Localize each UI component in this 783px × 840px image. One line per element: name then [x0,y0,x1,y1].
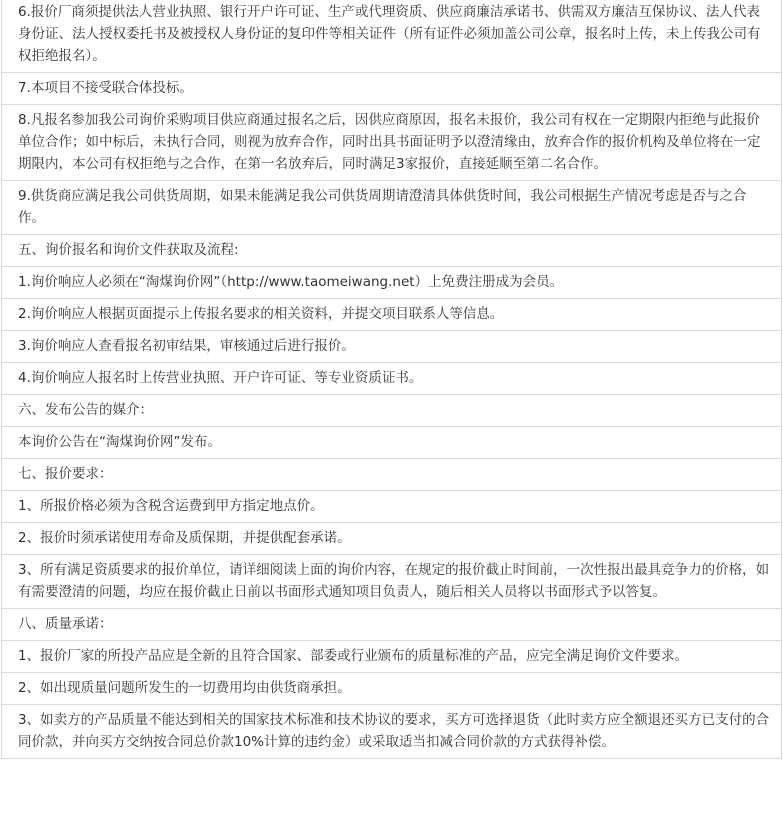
announcement-table [1,0,782,759]
table-row [2,0,782,73]
registration-step-1: 1.询价响应人必须在“淘煤询价网”（http://www.taomeiwang.net）上免费注册成为会员。 [2,267,782,299]
table-row [2,523,782,555]
section-heading-quality: 八、质量承诺： [2,609,782,641]
table-row [2,705,782,759]
registration-step-3: 3.询价响应人查看报名初审结果，审核通过后进行报价。 [2,331,782,363]
requirement-7: 7.本项目不接受联合体投标。 [2,73,782,105]
table-row [2,235,782,267]
requirement-9: 9.供货商应满足我公司供货周期，如果未能满足我公司供货周期请澄清具体供货时间，我公司根据生产情况考虑是否与之合作。 [2,181,782,235]
quality-commitment-3: 3、如卖方的产品质量不能达到相关的国家技术标准和技术协议的要求，买方可选择退货（此时卖方应全额退还买方已支付的合同价款，并向买方交纳按合同总价款10%计算的违约金）或采取适当扣减合同价款的方式获得补偿。 [2,705,782,759]
table-row [2,555,782,609]
table-row [2,427,782,459]
table-row [2,331,782,363]
table-row [2,267,782,299]
table-row [2,609,782,641]
quote-requirement-1: 1、所报价格必须为含税含运费到甲方指定地点价。 [2,491,782,523]
table-row [2,641,782,673]
registration-step-2: 2.询价响应人根据页面提示上传报名要求的相关资料，并提交项目联系人等信息。 [2,299,782,331]
section-heading-registration: 五、询价报名和询价文件获取及流程: [2,235,782,267]
table-row [2,181,782,235]
requirement-6: 6.报价厂商须提供法人营业执照、银行开户许可证、生产或代理资质、供应商廉洁承诺书、供需双方廉洁互保协议、法人代表身份证、法人授权委托书及被授权人身份证的复印件等相关证件（所有证件必须加盖公司公章，报名时上传，未上传我公司有权拒绝报名）。 [2,0,782,73]
table-row [2,73,782,105]
table-row [2,395,782,427]
quote-requirement-2: 2、报价时须承诺使用寿命及质保期，并提供配套承诺。 [2,523,782,555]
quality-commitment-2: 2、如出现质量问题所发生的一切费用均由供货商承担。 [2,673,782,705]
registration-step-4: 4.询价响应人报名时上传营业执照、开户许可证、等专业资质证书。 [2,363,782,395]
table-row [2,299,782,331]
section-heading-quote: 七、报价要求： [2,459,782,491]
media-statement: 本询价公告在“淘煤询价网”发布。 [2,427,782,459]
quality-commitment-1: 1、报价厂家的所投产品应是全新的且符合国家、部委或行业颁布的质量标准的产品，应完全满足询价文件要求。 [2,641,782,673]
requirement-8: 8.凡报名参加我公司询价采购项目供应商通过报名之后，因供应商原因，报名未报价，我公司有权在一定期限内拒绝与此报价单位合作；如中标后，未执行合同，则视为放弃合作，同时出具书面证明予以澄清缘由，放弃合作的报价机构及单位将在一定期限内，本公司有权拒绝与之合作，在第一名放弃后，同时满足3家报价，直接延顺至第二名合作。 [2,105,782,181]
table-row [2,673,782,705]
quote-requirement-3: 3、所有满足资质要求的报价单位，请详细阅读上面的询价内容，在规定的报价截止时间前，一次性报出最具竞争力的价格，如有需要澄清的问题，均应在报价截止日前以书面形式通知项目负责人，随后相关人员将以书面形式予以答复。 [2,555,782,609]
section-heading-media: 六、发布公告的媒介： [2,395,782,427]
table-row [2,459,782,491]
table-row [2,491,782,523]
table-row [2,105,782,181]
table-row [2,363,782,395]
